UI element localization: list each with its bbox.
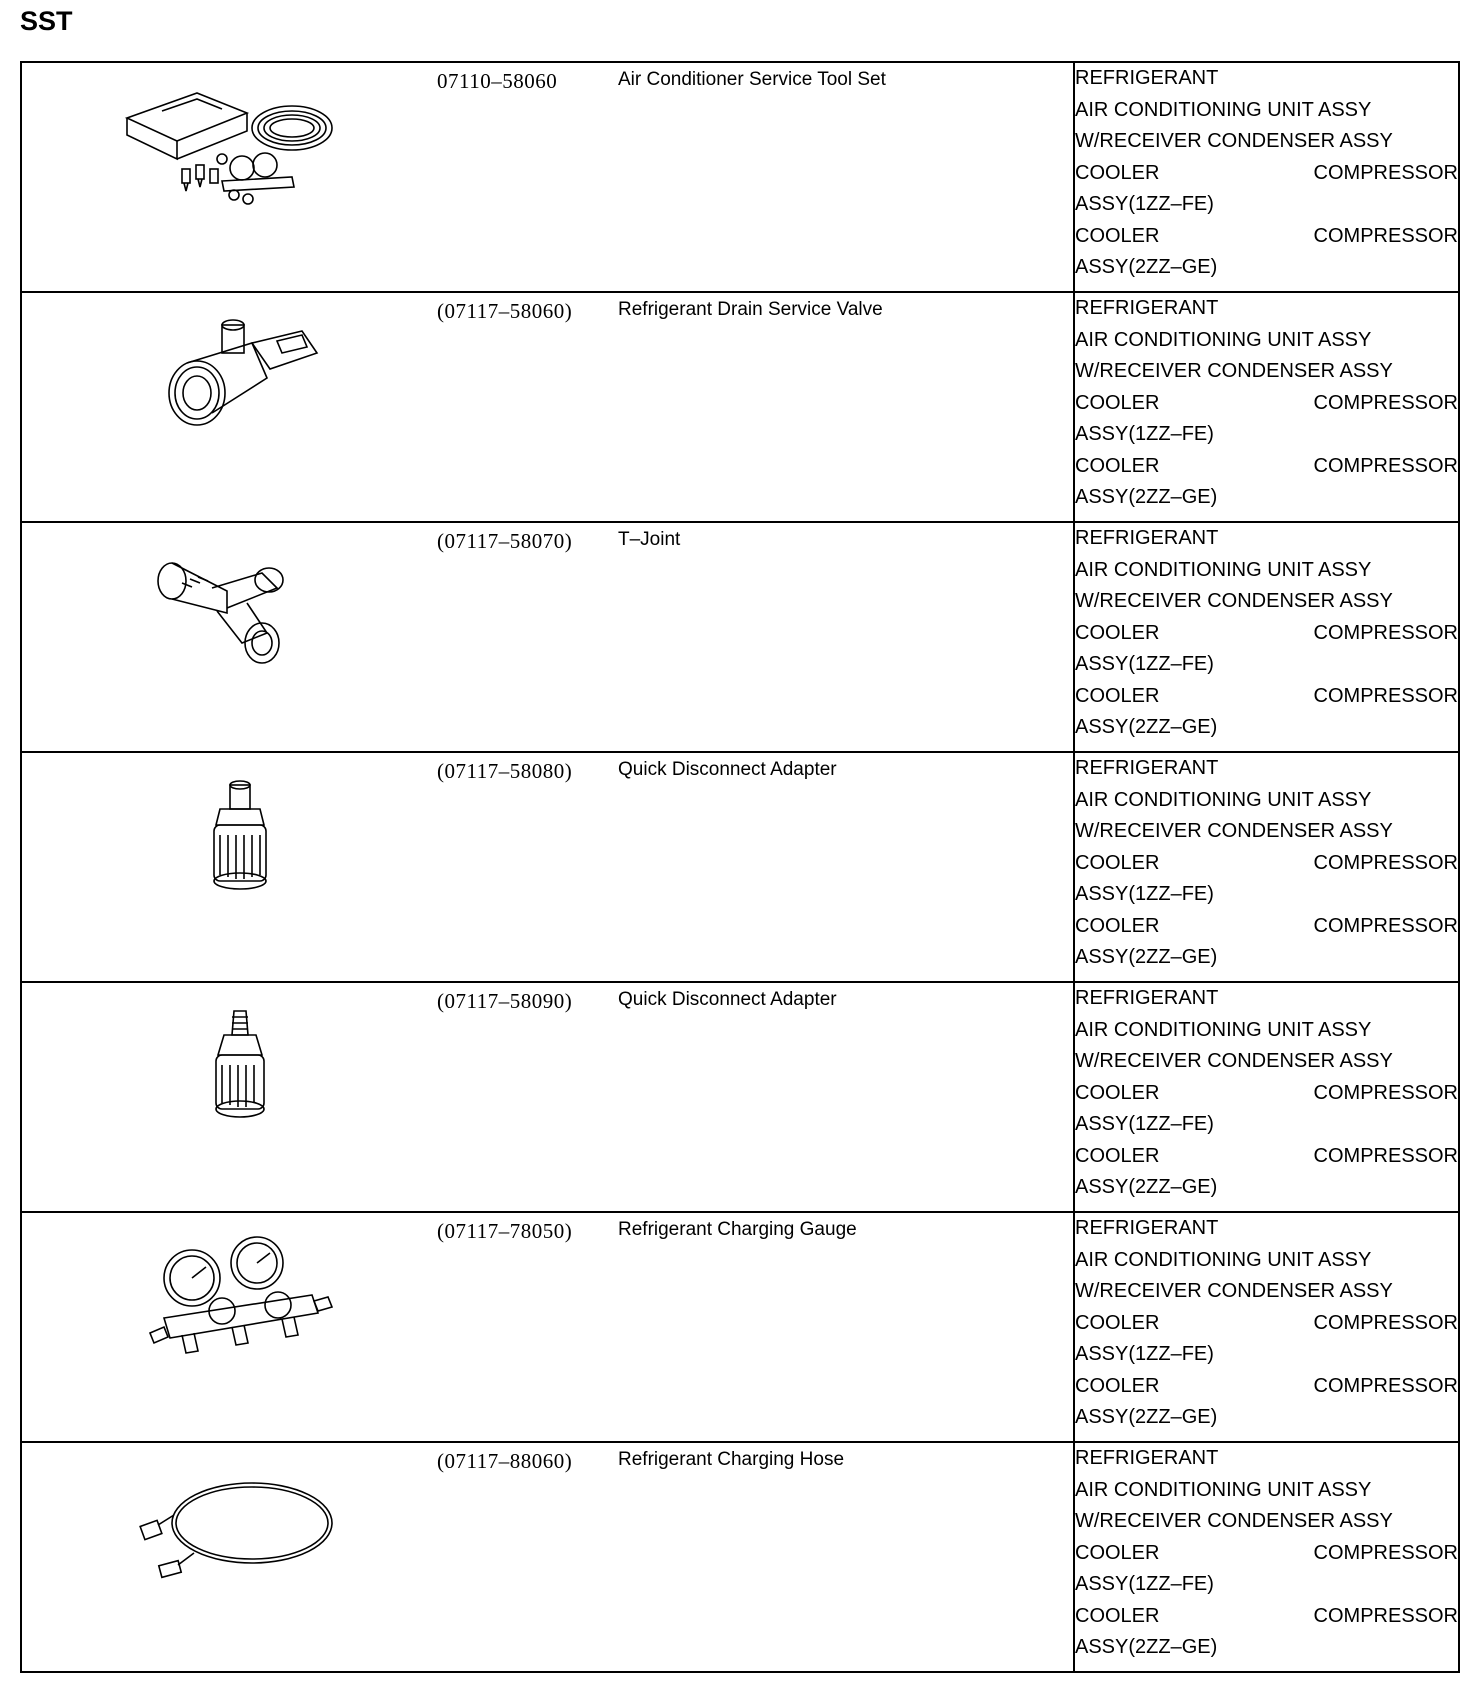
app-line: W/RECEIVER CONDENSER ASSY bbox=[1075, 1510, 1393, 1532]
table-row bbox=[21, 62, 1459, 292]
app-line: ASSY(1ZZ–FE) bbox=[1075, 423, 1214, 445]
part-name: T–Joint bbox=[618, 529, 681, 550]
t-joint-icon bbox=[102, 533, 342, 683]
part-name: Quick Disconnect Adapter bbox=[618, 989, 837, 1010]
app-line: COOLER bbox=[1075, 1311, 1160, 1334]
part-number: (07117–78050) bbox=[437, 1219, 573, 1243]
table-row bbox=[21, 522, 1459, 752]
app-line: ASSY(2ZZ–GE) bbox=[1075, 716, 1218, 738]
app-line: W/RECEIVER CONDENSER ASSY bbox=[1075, 820, 1393, 842]
part-name: Refrigerant Drain Service Valve bbox=[618, 299, 883, 320]
app-line: W/RECEIVER CONDENSER ASSY bbox=[1075, 1280, 1393, 1302]
quick-disconnect-adapter-icon bbox=[102, 993, 342, 1143]
app-line: COOLER bbox=[1075, 161, 1160, 184]
tool-cell bbox=[21, 292, 1074, 522]
app-line: ASSY(2ZZ–GE) bbox=[1075, 256, 1218, 278]
applicable-models-cell bbox=[1074, 982, 1459, 1212]
app-line: COMPRESSOR bbox=[1313, 454, 1458, 477]
table-row bbox=[21, 292, 1459, 522]
part-name: Refrigerant Charging Gauge bbox=[618, 1219, 857, 1240]
app-line: W/RECEIVER CONDENSER ASSY bbox=[1075, 130, 1393, 152]
app-line: ASSY(1ZZ–FE) bbox=[1075, 883, 1214, 905]
app-line: W/RECEIVER CONDENSER ASSY bbox=[1075, 1050, 1393, 1072]
app-line: COMPRESSOR bbox=[1313, 224, 1458, 247]
app-line: COMPRESSOR bbox=[1313, 1081, 1458, 1104]
table-row bbox=[21, 982, 1459, 1212]
app-line: AIR CONDITIONING UNIT ASSY bbox=[1075, 1248, 1372, 1271]
app-line: ASSY(1ZZ–FE) bbox=[1075, 1343, 1214, 1365]
part-number: (07117–58070) bbox=[437, 529, 573, 553]
tool-cell bbox=[21, 522, 1074, 752]
sst-table bbox=[20, 61, 1460, 1673]
app-line: COOLER bbox=[1075, 391, 1160, 414]
app-line: AIR CONDITIONING UNIT ASSY bbox=[1075, 98, 1372, 121]
app-line: ASSY(2ZZ–GE) bbox=[1075, 1176, 1218, 1198]
app-line: REFRIGERANT bbox=[1075, 67, 1219, 89]
app-line: W/RECEIVER CONDENSER ASSY bbox=[1075, 590, 1393, 612]
applicable-models-cell bbox=[1074, 522, 1459, 752]
app-line: ASSY(2ZZ–GE) bbox=[1075, 1636, 1218, 1658]
app-line: COMPRESSOR bbox=[1313, 161, 1458, 184]
app-line: AIR CONDITIONING UNIT ASSY bbox=[1075, 558, 1372, 581]
applicable-models-cell bbox=[1074, 1212, 1459, 1442]
table-row bbox=[21, 752, 1459, 982]
part-number: (07117–58060) bbox=[437, 299, 573, 323]
app-line: REFRIGERANT bbox=[1075, 757, 1219, 779]
part-number: (07117–58080) bbox=[437, 759, 573, 783]
app-line: COMPRESSOR bbox=[1313, 1541, 1458, 1564]
app-line: REFRIGERANT bbox=[1075, 1447, 1219, 1469]
service-tool-set-icon bbox=[102, 73, 342, 223]
app-line: ASSY(1ZZ–FE) bbox=[1075, 1113, 1214, 1135]
app-line: AIR CONDITIONING UNIT ASSY bbox=[1075, 1478, 1372, 1501]
app-line: COMPRESSOR bbox=[1313, 1604, 1458, 1627]
app-line: ASSY(1ZZ–FE) bbox=[1075, 1573, 1214, 1595]
tool-cell bbox=[21, 62, 1074, 292]
app-line: AIR CONDITIONING UNIT ASSY bbox=[1075, 328, 1372, 351]
app-line: REFRIGERANT bbox=[1075, 527, 1219, 549]
app-line: COOLER bbox=[1075, 1541, 1160, 1564]
app-line: COOLER bbox=[1075, 684, 1160, 707]
tool-cell bbox=[21, 1212, 1074, 1442]
table-row bbox=[21, 1212, 1459, 1442]
app-line: AIR CONDITIONING UNIT ASSY bbox=[1075, 788, 1372, 811]
page-title: SST bbox=[20, 6, 73, 36]
app-line: AIR CONDITIONING UNIT ASSY bbox=[1075, 1018, 1372, 1041]
app-line: COOLER bbox=[1075, 1081, 1160, 1104]
app-line: COMPRESSOR bbox=[1313, 1311, 1458, 1334]
app-line: COOLER bbox=[1075, 914, 1160, 937]
app-line: COOLER bbox=[1075, 851, 1160, 874]
app-line: COOLER bbox=[1075, 1144, 1160, 1167]
tool-cell bbox=[21, 982, 1074, 1212]
app-line: COOLER bbox=[1075, 1374, 1160, 1397]
app-line: COMPRESSOR bbox=[1313, 391, 1458, 414]
applicable-models-cell bbox=[1074, 292, 1459, 522]
app-line: COOLER bbox=[1075, 621, 1160, 644]
part-name: Refrigerant Charging Hose bbox=[618, 1449, 845, 1470]
part-name: Air Conditioner Service Tool Set bbox=[618, 69, 886, 90]
app-line: COOLER bbox=[1075, 224, 1160, 247]
app-line: ASSY(1ZZ–FE) bbox=[1075, 193, 1214, 215]
tool-cell bbox=[21, 752, 1074, 982]
tool-cell bbox=[21, 1442, 1074, 1672]
app-line: COOLER bbox=[1075, 454, 1160, 477]
app-line: COMPRESSOR bbox=[1313, 914, 1458, 937]
charging-gauge-icon bbox=[102, 1223, 342, 1373]
part-number: (07117–88060) bbox=[437, 1449, 573, 1473]
quick-disconnect-adapter-icon bbox=[102, 763, 342, 913]
app-line: REFRIGERANT bbox=[1075, 987, 1219, 1009]
drain-service-valve-icon bbox=[102, 303, 342, 453]
app-line: COMPRESSOR bbox=[1313, 684, 1458, 707]
app-line: REFRIGERANT bbox=[1075, 297, 1219, 319]
table-row bbox=[21, 1442, 1459, 1672]
charging-hose-icon bbox=[102, 1453, 342, 1603]
app-line: COMPRESSOR bbox=[1313, 621, 1458, 644]
app-line: COMPRESSOR bbox=[1313, 1374, 1458, 1397]
part-number: 07110–58060 bbox=[437, 69, 558, 93]
applicable-models-cell bbox=[1074, 752, 1459, 982]
applicable-models-cell bbox=[1074, 1442, 1459, 1672]
app-line: ASSY(2ZZ–GE) bbox=[1075, 486, 1218, 508]
app-line: COMPRESSOR bbox=[1313, 851, 1458, 874]
app-line: COMPRESSOR bbox=[1313, 1144, 1458, 1167]
applicable-models-cell bbox=[1074, 62, 1459, 292]
app-line: W/RECEIVER CONDENSER ASSY bbox=[1075, 360, 1393, 382]
app-line: ASSY(2ZZ–GE) bbox=[1075, 1406, 1218, 1428]
part-number: (07117–58090) bbox=[437, 989, 573, 1013]
app-line: ASSY(2ZZ–GE) bbox=[1075, 946, 1218, 968]
app-line: ASSY(1ZZ–FE) bbox=[1075, 653, 1214, 675]
part-name: Quick Disconnect Adapter bbox=[618, 759, 837, 780]
app-line: REFRIGERANT bbox=[1075, 1217, 1219, 1239]
app-line: COOLER bbox=[1075, 1604, 1160, 1627]
